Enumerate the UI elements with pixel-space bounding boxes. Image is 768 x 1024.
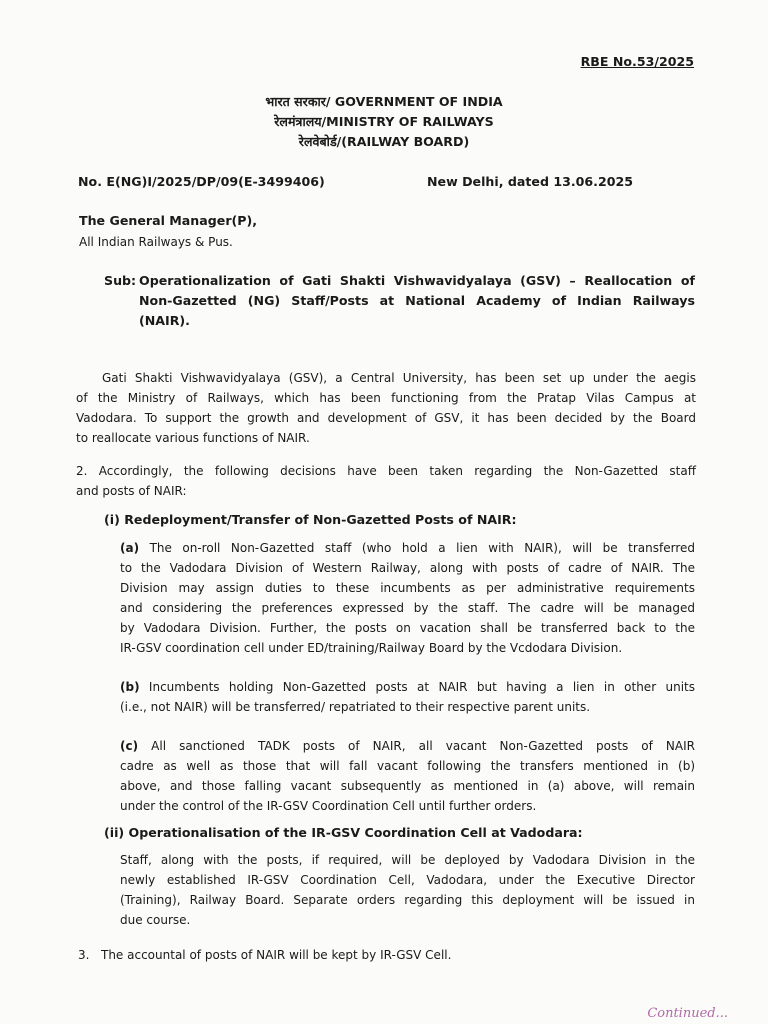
addressee-scope: All Indian Railways & Pus. (79, 235, 233, 249)
header-ministry: रेलमंत्रालय/MINISTRY OF RAILWAYS (274, 114, 494, 129)
clause-line: cadre as well as those that will fall vacant following the transfers mentioned in (b) (120, 759, 695, 773)
place-and-date: New Delhi, dated 13.06.2025 (427, 174, 634, 189)
clause-line: Division may assign duties to these incumbents as per administrative requirements (120, 581, 695, 595)
clause-label: (b) (120, 680, 140, 694)
paragraph-line: of the Ministry of Railways, which has been functioning from the Pratap Vilas Campus at (76, 391, 696, 405)
continued-note: Continued... (647, 1006, 728, 1021)
clause-c (120, 736, 695, 816)
clause-line: above, and those falling vacant subsequently as mentioned in (a) above, will remain (120, 779, 695, 793)
paragraph-line: (Training), Railway Board. Separate orders regarding this deployment will be issued in (120, 893, 695, 907)
paragraph-1 (76, 368, 696, 448)
clause-line: by Vadodara Division. Further, the posts on vacation shall be transferred back to the (120, 621, 695, 635)
section-ii-heading: (ii) Operationalisation of the IR-GSV Coordination Cell at Vadodara: (104, 825, 583, 840)
section-ii-text (120, 850, 695, 930)
clause-label: (a) (120, 541, 140, 555)
circular-number: RBE No.53/2025 (580, 54, 694, 69)
clause-line: under the control of the IR-GSV Coordination Cell until further orders. (120, 799, 537, 813)
clause-line (120, 736, 695, 756)
paragraph-line: and posts of NAIR: (76, 484, 187, 498)
paragraph-line: due course. (120, 913, 191, 927)
paragraph-line: Gati Shakti Vishwavidyalaya (GSV), a Central University, has been set up under the aegis (102, 371, 696, 385)
addressee-title: The General Manager(P), (79, 213, 258, 228)
subject-line: (NAIR). (139, 313, 190, 328)
clause-b (120, 677, 695, 717)
clause-line: IR-GSV coordination cell under ED/training/Railway Board by the Vcdodara Division. (120, 641, 623, 655)
paragraph-line: Vadodara. To support the growth and development of GSV, it has been decided by the Board (76, 411, 696, 425)
header-government: भारत सरकार/ GOVERNMENT OF INDIA (265, 94, 503, 109)
subject-line: Operationalization of Gati Shakti Vishwavidyalaya (GSV) – Reallocation of (139, 273, 695, 288)
clause-line: (i.e., not NAIR) will be transferred/ repatriated to their respective parent units. (120, 700, 591, 714)
clause-text: All sanctioned TADK posts of NAIR, all vacant Non-Gazetted posts of NAIR (138, 739, 695, 753)
paragraph-line: to reallocate various functions of NAIR. (76, 431, 310, 445)
reference-number: No. E(NG)I/2025/DP/09(E-3499406) (78, 174, 325, 189)
clause-line (120, 538, 695, 558)
clause-a (120, 538, 695, 658)
paragraph-3-text: The accountal of posts of NAIR will be kept by IR-GSV Cell. (101, 948, 452, 962)
clause-text: Incumbents holding Non-Gazetted posts at NAIR but having a lien in other units (139, 680, 695, 694)
clause-text: The on-roll Non-Gazetted staff (who hold a lien with NAIR), will be transferred (139, 541, 695, 555)
clause-line: to the Vadodara Division of Western Railway, along with posts of cadre of NAIR. The (120, 561, 695, 575)
clause-line: and considering the preferences expressed by the staff. The cadre will be managed (120, 601, 695, 615)
clause-line (120, 677, 695, 697)
subject-line: Non-Gazetted (NG) Staff/Posts at National Academy of Indian Railways (139, 293, 695, 308)
header-board: रेलवेबोर्ड/(RAILWAY BOARD) (298, 134, 470, 149)
paragraph-line: 2. Accordingly, the following decisions have been taken regarding the Non-Gazetted staff (76, 464, 696, 478)
section-i-heading: (i) Redeployment/Transfer of Non-Gazetted Posts of NAIR: (104, 512, 517, 527)
subject-text (139, 271, 695, 331)
subject-label: Sub: (104, 273, 137, 288)
paragraph-3-number: 3. (78, 948, 90, 962)
clause-label: (c) (120, 739, 139, 753)
paragraph-2 (76, 461, 696, 501)
paragraph-line: newly established IR-GSV Coordination Cell, Vadodara, under the Executive Director (120, 873, 695, 887)
paragraph-line: Staff, along with the posts, if required, will be deployed by Vadodara Division in the (120, 853, 695, 867)
